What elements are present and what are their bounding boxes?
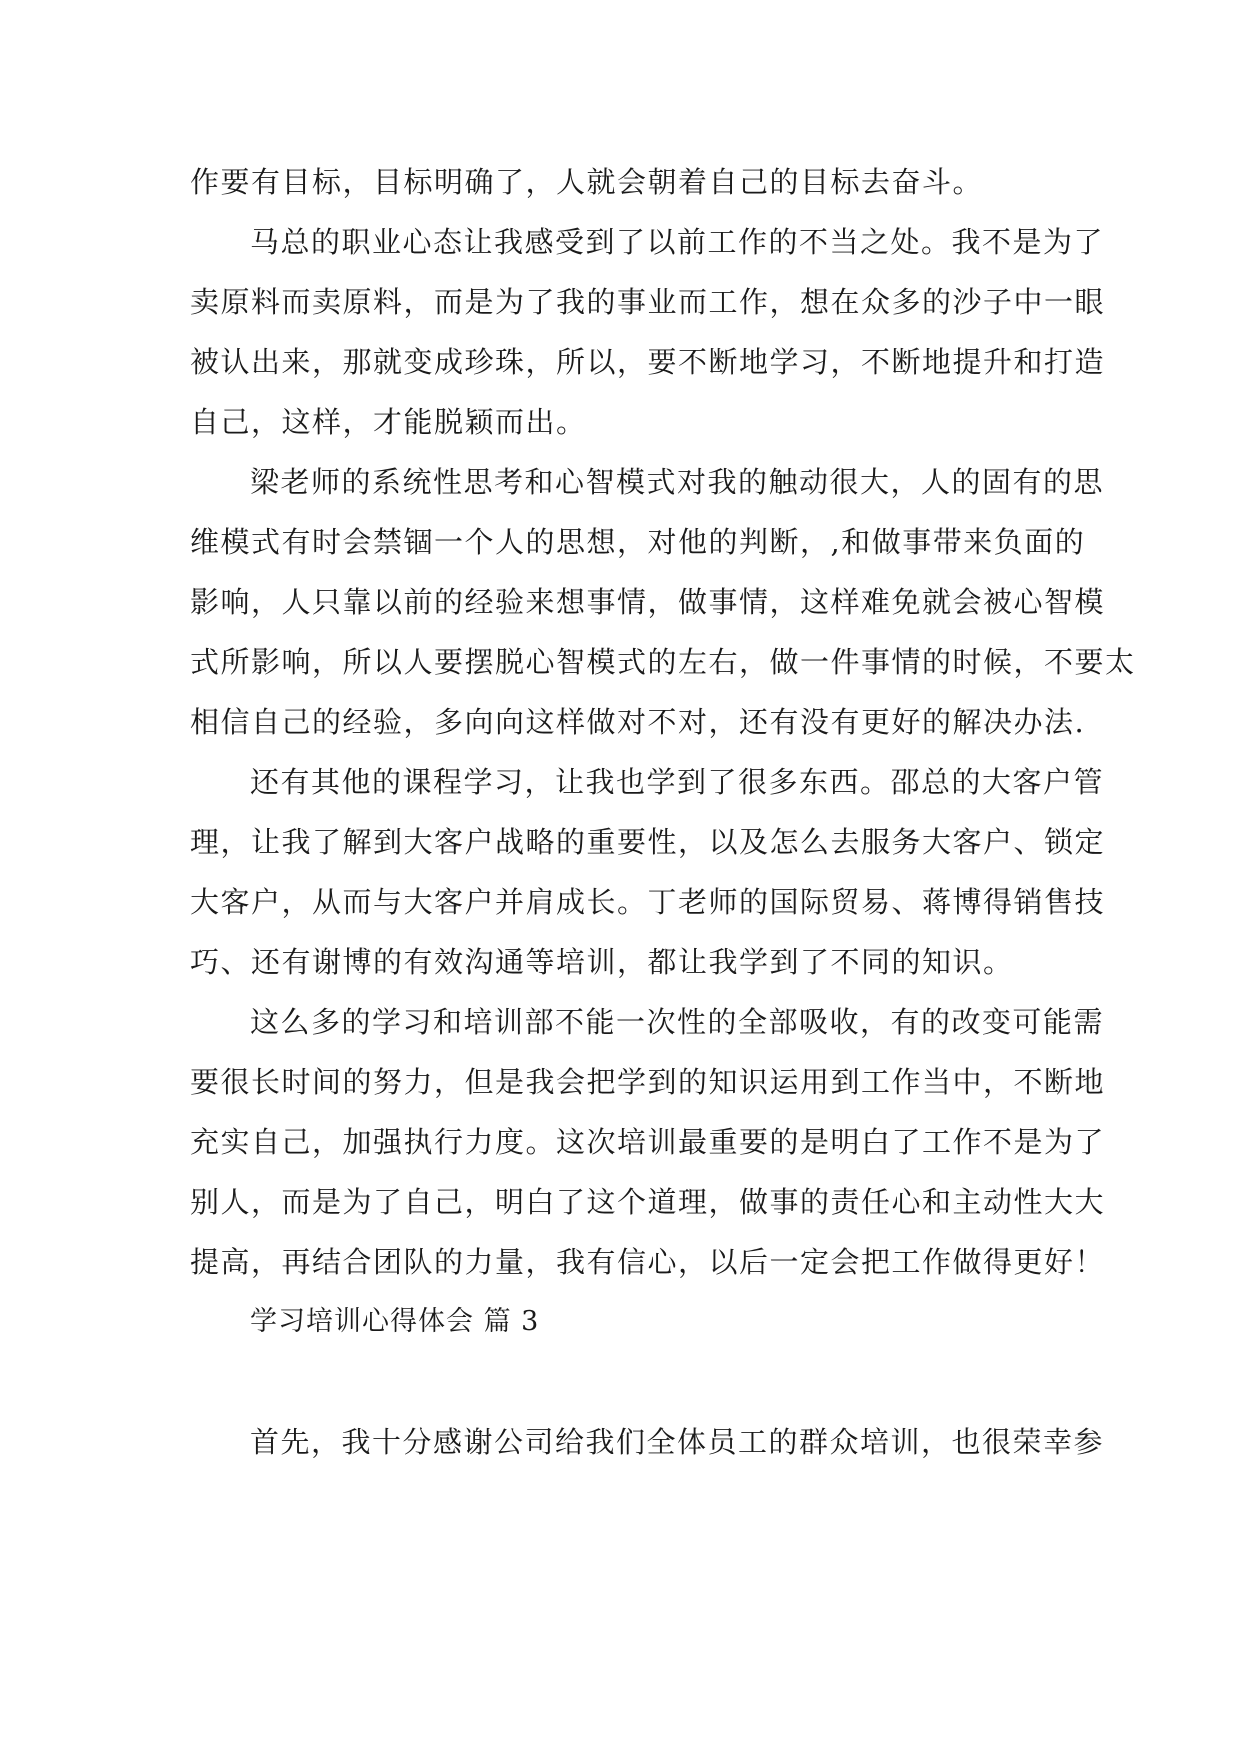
text-line: 大客户，从而与大客户并肩成长。丁老师的国际贸易、蒋博得销售技 — [190, 885, 1106, 919]
text-line: 自己，这样，才能脱颖而出。 — [190, 405, 587, 439]
text-line: 充实自己，加强执行力度。这次培训最重要的是明白了工作不是为了 — [190, 1125, 1106, 1159]
paragraph-first-line: 梁老师的系统性思考和心智模式对我的触动很大，人的固有的思 — [250, 465, 1105, 499]
text-line: 相信自己的经验，多向向这样做对不对，还有没有更好的解决办法. — [190, 705, 1086, 739]
text-line: 要很长时间的努力，但是我会把学到的知识运用到工作当中，不断地 — [190, 1065, 1106, 1099]
text-line: 别人，而是为了自己，明白了这个道理，做事的责任心和主动性大大 — [190, 1185, 1106, 1219]
section-heading: 学习培训心得体会 篇 3 — [250, 1306, 540, 1337]
text-line: 卖原料而卖原料，而是为了我的事业而工作，想在众多的沙子中一眼 — [190, 285, 1106, 319]
text-line: 巧、还有谢博的有效沟通等培训，都让我学到了不同的知识。 — [190, 945, 1014, 979]
text-line: 被认出来，那就变成珍珠，所以，要不断地学习，不断地提升和打造 — [190, 345, 1106, 379]
text-line: 影响，人只靠以前的经验来想事情，做事情，这样难免就会被心智模 — [190, 585, 1106, 619]
text-line: 式所影响，所以人要摆脱心智模式的左右，做一件事情的时候，不要太 — [190, 645, 1136, 679]
paragraph-first-line: 这么多的学习和培训部不能一次性的全部吸收，有的改变可能需 — [250, 1005, 1105, 1039]
text-line: 提高，再结合团队的力量，我有信心，以后一定会把工作做得更好！ — [190, 1245, 1106, 1279]
text-line: 理，让我了解到大客户战略的重要性，以及怎么去服务大客户、锁定 — [190, 825, 1106, 859]
paragraph-first-line: 首先，我十分感谢公司给我们全体员工的群众培训，也很荣幸参 — [250, 1425, 1105, 1459]
paragraph-first-line: 还有其他的课程学习，让我也学到了很多东西。邵总的大客户管 — [250, 765, 1105, 799]
text-line: 维模式有时会禁锢一个人的思想，对他的判断，,和做事带来负面的 — [190, 525, 1086, 559]
text-line: 作要有目标，目标明确了，人就会朝着自己的目标去奋斗。 — [190, 165, 984, 199]
paragraph-first-line: 马总的职业心态让我感受到了以前工作的不当之处。我不是为了 — [250, 225, 1105, 259]
